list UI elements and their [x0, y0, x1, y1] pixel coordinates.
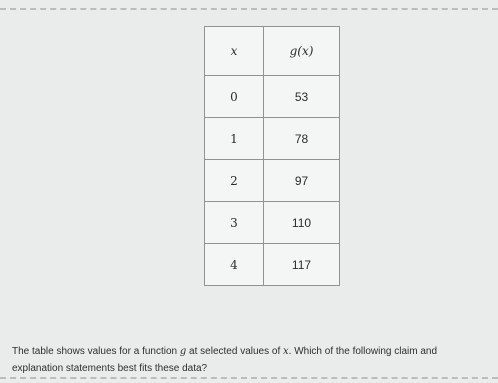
table-row: [205, 76, 340, 118]
math-variable-x: x: [283, 346, 289, 357]
g-value-cell: 53: [264, 76, 340, 118]
g-value-cell: 78: [264, 118, 340, 160]
x-value-cell: 2: [205, 160, 264, 202]
column-header-g: g(x): [264, 27, 340, 76]
x-value-cell: 4: [205, 244, 264, 286]
question-text: at selected values of: [186, 346, 284, 357]
table-row: [205, 118, 340, 160]
column-header-x: x: [205, 27, 264, 76]
x-value-cell: 0: [205, 76, 264, 118]
g-value-cell: 117: [264, 244, 340, 286]
top-divider: [0, 8, 498, 10]
question-prompt: [12, 343, 490, 377]
table-row: [205, 202, 340, 244]
g-value-cell: 97: [264, 160, 340, 202]
function-value-table: [204, 26, 340, 286]
math-variable-g: g: [179, 346, 187, 357]
table-row: [205, 160, 340, 202]
bottom-divider: [0, 377, 498, 379]
table-row: [205, 244, 340, 286]
question-text: The table shows values for a function: [12, 346, 180, 357]
g-value-cell: 110: [264, 202, 340, 244]
x-value-cell: 1: [205, 118, 264, 160]
x-value-cell: 3: [205, 202, 264, 244]
question-text: . Which of the following claim and explanation statements best fits these data?: [12, 346, 438, 374]
table-header-row: [205, 27, 340, 76]
